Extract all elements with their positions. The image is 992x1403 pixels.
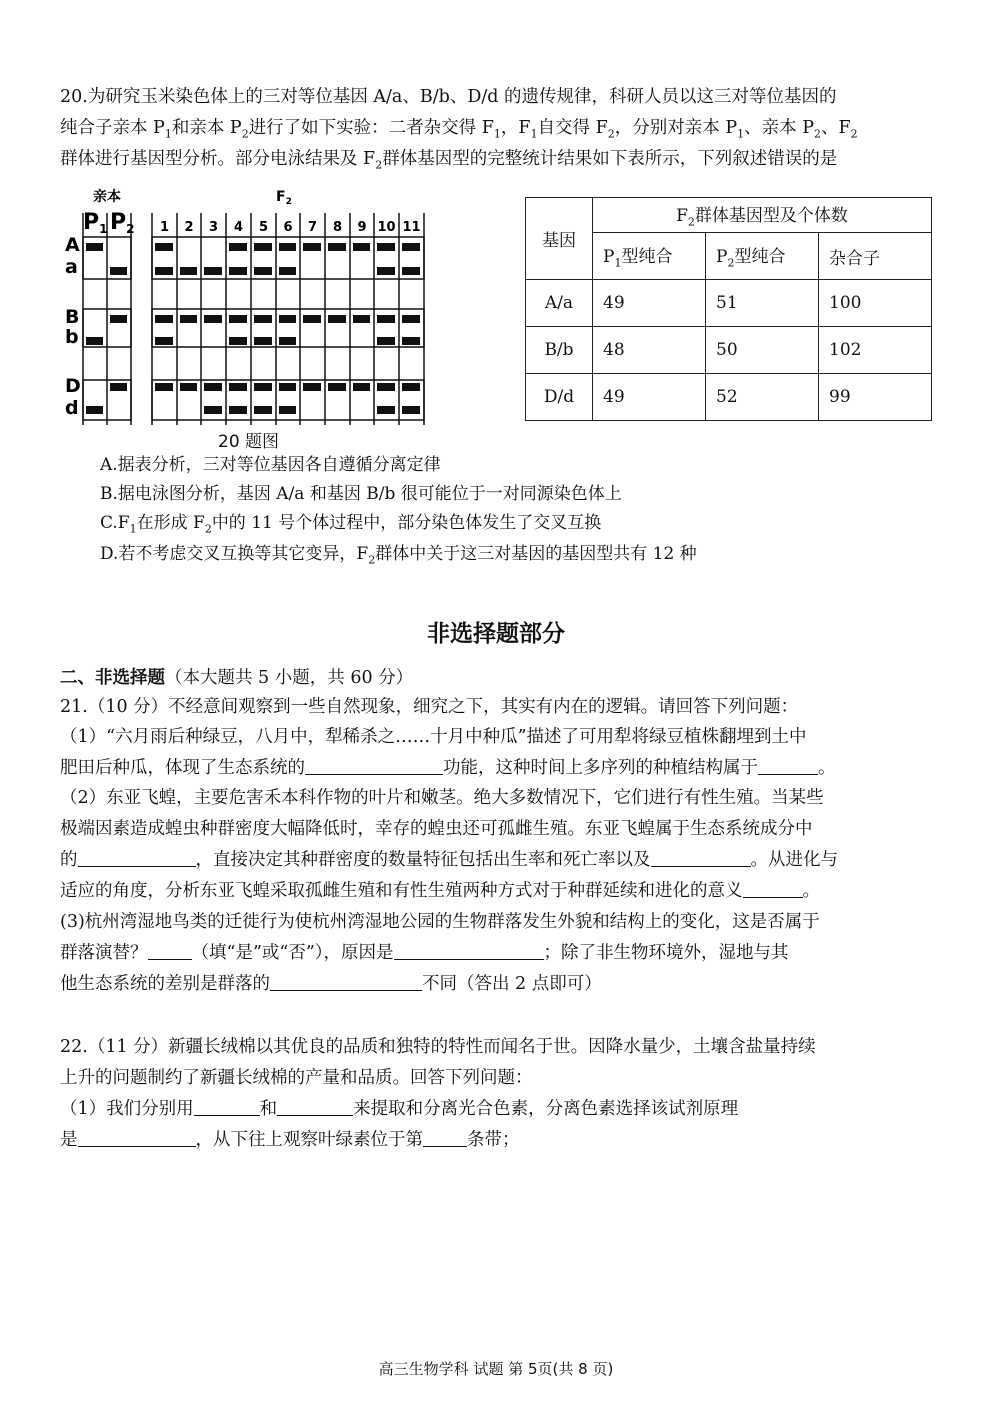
q21-line2: （1）“六月雨后种绿豆，八月中，犁稀杀之……十月中种瓜”描述了可用犁将绿豆植株翻埋到土中 — [60, 727, 807, 747]
lane-number: 2 — [184, 220, 194, 235]
gel-band — [328, 383, 346, 391]
gel-band — [402, 267, 420, 275]
q21-line5: 极端因素造成蝗虫种群密度大幅降低时，幸存的蝗虫还可孤雌生殖。东亚飞蝗属于生态系统成分中 — [60, 819, 813, 839]
q21-line8: (3)杭州湾湿地鸟类的迁徙行为使杭州湾湿地公园的生物群落发生外貌和结构上的变化，这是否属于 — [60, 912, 820, 932]
part2-heading: 二、非选择题（本大题共 5 小题，共 60 分） — [60, 668, 414, 688]
q22-line2: 上升的问题制约了新疆长绒棉的产量和品质。回答下列问题： — [60, 1068, 533, 1088]
gel-band — [279, 243, 296, 251]
q22-line3: （1）我们分别用 和 来提取和分离光合色素，分离色素选择该试剂原理 — [60, 1099, 739, 1119]
q21-line9: 群落演替？ （填“是”或“否”），原因是 ；除了非生物环境外，湿地与其 — [60, 943, 789, 963]
gene-label: D — [65, 375, 81, 397]
lane-number: 1 — [159, 220, 170, 235]
q21-line10: 他生态系统的差别是群落的 不同（答出 2 点即可） — [60, 974, 602, 994]
gene-label: A — [65, 234, 80, 256]
gel-band — [279, 383, 296, 391]
gene-label: d — [65, 397, 79, 419]
table-cell: 49 — [593, 374, 706, 421]
gel-band — [279, 267, 296, 275]
gel-band — [279, 406, 296, 414]
table-cell: 52 — [706, 374, 819, 421]
option-d: D.若不考虑交叉互换等其它变异，$F_2$群体中关于这三对基因的基因型共有 12 种 — [100, 544, 697, 567]
q21-line7: 适应的角度，分析东亚飞蝗采取孤雌生殖和有性生殖两种方式对于种群延续和进化的意义 。 — [60, 881, 820, 901]
table-cell: 100 — [819, 280, 932, 327]
gel-band — [86, 406, 103, 414]
gel-band — [229, 406, 247, 414]
table-cell: 51 — [706, 280, 819, 327]
lane-number: 11 — [402, 220, 421, 235]
electrophoresis-figure — [55, 185, 455, 455]
gene-label: b — [65, 326, 79, 348]
gel-band — [86, 243, 103, 251]
q20-stem-line1: 20.为研究玉米染色体上的三对等位基因 A/a、B/b、D/d 的遗传规律，科研人员以这三对等位基因的 — [60, 87, 837, 107]
gel-band — [254, 267, 272, 275]
lane-number: 3 — [208, 220, 219, 235]
gel-band — [377, 315, 395, 323]
q20-stem-line2: 纯合子亲本 $P_1$和亲本 $P_2$进行了如下实验：二者杂交得 $F_1$，$F_1$自交得 $F_2$，分别对亲本 $P_1$、亲本 $P_2$、$F_2$ — [60, 118, 858, 141]
answer-blank[interactable] — [394, 941, 544, 960]
table-cell: 49 — [593, 280, 706, 327]
answer-blank[interactable] — [78, 1128, 196, 1147]
gel-band — [353, 243, 370, 251]
gel-band — [155, 267, 173, 275]
gel-band — [279, 337, 296, 345]
p1-label: P1 — [83, 210, 108, 236]
lane-number: 5 — [258, 220, 269, 235]
option-c: $C.F_1$在形成 $F_2$中的 11 号个体过程中，部分染色体发生了交叉互换 — [100, 513, 602, 536]
gel-band — [254, 337, 272, 345]
lane-number: 6 — [283, 220, 293, 235]
table-header-p2: $P_2$型纯合 — [706, 233, 819, 280]
gel-band — [204, 315, 222, 323]
gel-band — [110, 267, 127, 275]
q21-line3: 肥田后种瓜，体现了生态系统的 功能，这种时间上多序列的种植结构属于 。 — [60, 758, 836, 778]
table-cell: B/b — [526, 327, 593, 374]
gel-band — [402, 243, 420, 251]
gel-band — [254, 406, 272, 414]
gel-band — [204, 267, 222, 275]
table-header-gene: 基因 — [526, 198, 593, 280]
gel-band — [229, 267, 247, 275]
gene-label: a — [65, 256, 78, 278]
gel-band — [402, 337, 420, 345]
section-title: 非选择题部分 — [427, 621, 565, 647]
gel-band — [229, 315, 247, 323]
answer-blank[interactable] — [423, 1128, 467, 1147]
answer-blank[interactable] — [270, 972, 422, 991]
gel-band — [229, 337, 247, 345]
answer-blank[interactable] — [743, 879, 803, 898]
table-cell: A/a — [526, 280, 593, 327]
gel-band — [328, 315, 346, 323]
gel-band — [377, 337, 395, 345]
f2-label: $F_2$ — [276, 189, 292, 207]
gel-band — [377, 406, 395, 414]
gene-label: B — [65, 306, 80, 328]
gel-band — [155, 315, 173, 323]
option-a: A.据表分析，三对等位基因各自遵循分离定律 — [100, 455, 441, 475]
gel-band — [303, 383, 321, 391]
gel-band — [229, 243, 247, 251]
gel-band — [110, 315, 127, 323]
table-cell: 48 — [593, 327, 706, 374]
table-header-het: 杂合子 — [819, 233, 932, 280]
lane-number: 8 — [332, 220, 343, 235]
table-cell: 50 — [706, 327, 819, 374]
gel-band — [402, 315, 420, 323]
table-header-group: $F_2$群体基因型及个体数 — [593, 198, 932, 233]
p2-label: P2 — [110, 210, 135, 236]
gel-band — [377, 243, 395, 251]
lane-number: 9 — [357, 220, 367, 235]
answer-blank[interactable] — [277, 1097, 353, 1116]
parent-label: 亲本 — [93, 189, 121, 205]
table-row — [526, 280, 932, 327]
option-b: B.据电泳图分析，基因 A/a 和基因 B/b 很可能位于一对同源染色体上 — [100, 484, 622, 504]
gel-band — [204, 383, 222, 391]
lane-number: 7 — [307, 220, 318, 235]
answer-blank[interactable] — [78, 848, 196, 867]
lane-number: 10 — [377, 220, 396, 235]
gel-band — [353, 315, 370, 323]
gel-band — [155, 337, 173, 345]
gel-band — [303, 315, 321, 323]
answer-blank[interactable] — [194, 1097, 260, 1116]
gel-band — [204, 406, 222, 414]
answer-blank[interactable] — [651, 848, 751, 867]
q21-line6: 的 ，直接决定其种群密度的数量特征包括出生率和死亡率以及 。从进化与 — [60, 850, 838, 870]
table-row — [526, 327, 932, 374]
gel-band — [155, 243, 173, 251]
answer-blank[interactable] — [148, 941, 192, 960]
q21-line1: 21.（10 分）不经意间观察到一些自然现象，细究之下，其实有内在的逻辑。请回答下列问题： — [60, 697, 799, 717]
page-footer: 高三生物学科 试题 第 5页(共 8 页) — [378, 1360, 614, 1378]
q22-line1: 22.（11 分）新疆长绒棉以其优良的品质和独特的特性而闻名于世。因降水量少，土壤含盐量持续 — [60, 1037, 816, 1057]
gel-band — [328, 243, 346, 251]
answer-blank[interactable] — [758, 756, 818, 775]
gel-band — [402, 406, 420, 414]
gel-band — [377, 267, 395, 275]
q22-line4: 是 ，从下往上观察叶绿素位于第 条带； — [60, 1130, 520, 1150]
table-cell: D/d — [526, 374, 593, 421]
q21-line4: （2）东亚飞蝗，主要危害禾本科作物的叶片和嫩茎。绝大多数情况下，它们进行有性生殖。当某些 — [60, 788, 824, 808]
genotype-table — [525, 197, 932, 421]
gel-band — [353, 383, 370, 391]
figure-caption: 20 题图 — [218, 432, 280, 452]
table-cell: 102 — [819, 327, 932, 374]
gel-band — [402, 383, 420, 391]
q20-stem-line3: 群体进行基因型分析。部分电泳结果及 $F_2$群体基因型的完整统计结果如下表所示，下列叙述错误的是 — [60, 149, 838, 172]
gel-band — [110, 383, 127, 391]
table-row — [526, 374, 932, 421]
gel-band — [254, 315, 272, 323]
table-cell: 99 — [819, 374, 932, 421]
gel-band — [180, 315, 197, 323]
lane-number: 4 — [233, 220, 244, 235]
gel-band — [155, 383, 173, 391]
gel-diagram — [55, 185, 455, 455]
gel-band — [303, 243, 321, 251]
gel-band — [279, 315, 296, 323]
table-header-p1: $P_1$型纯合 — [593, 233, 706, 280]
gel-band — [180, 383, 197, 391]
gel-band — [377, 383, 395, 391]
gel-band — [180, 267, 197, 275]
answer-blank[interactable] — [305, 756, 443, 775]
gel-band — [254, 243, 272, 251]
gel-band — [229, 383, 247, 391]
gel-band — [86, 337, 103, 345]
gel-band — [254, 383, 272, 391]
